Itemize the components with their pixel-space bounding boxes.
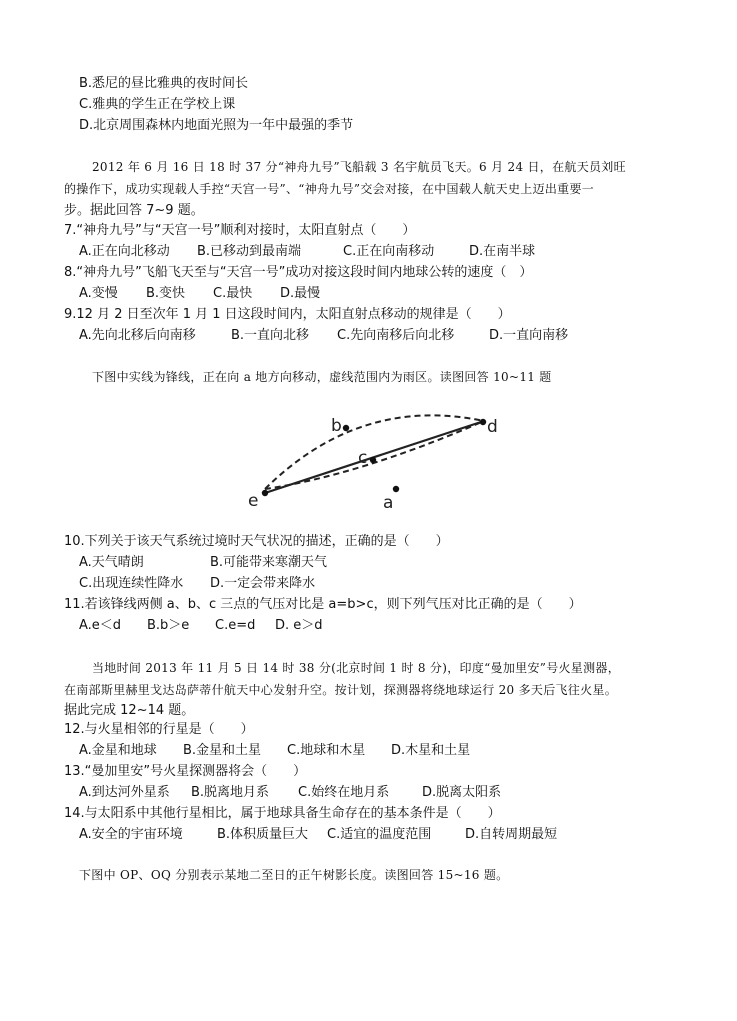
q8-option-c: C.最快 — [213, 286, 253, 301]
point-b-dot — [343, 425, 349, 431]
q8-option-a: A.变慢 — [79, 286, 118, 301]
front-line — [265, 421, 484, 493]
option-top-b: B.悉尼的昼比雅典的夜时间长 — [79, 76, 249, 91]
q7-option-d: D.在南半球 — [469, 244, 536, 259]
question-13-options — [79, 784, 501, 802]
q7-option-a: A.正在向北移动 — [79, 244, 170, 259]
question-10-stem: 10.下列关于该天气系统过境时天气状况的描述，正确的是（ ） — [64, 534, 449, 549]
question-9-options — [79, 327, 568, 345]
question-10-options-row-2 — [79, 575, 315, 593]
question-8-options — [79, 285, 320, 303]
q8-option-d: D.最慢 — [280, 286, 321, 301]
passage-4: 下图中 OP、OQ 分别表示某地二至日的正午树影长度。读图回答 15~16 题。 — [79, 868, 509, 882]
q9-option-d: D.一直向南移 — [489, 328, 569, 343]
point-a-dot — [393, 486, 399, 492]
q11-option-d: D. e＞d — [275, 618, 323, 633]
question-9-stem: 9.12 月 2 日至次年 1 月 1 日这段时间内，太阳直射点移动的规律是（ ） — [64, 307, 511, 322]
q9-option-b: B.一直向北移 — [231, 328, 310, 343]
q10-option-b: B.可能带来寒潮天气 — [210, 555, 328, 570]
q8-option-b: B.变快 — [146, 286, 186, 301]
q12-option-c: C.地球和木星 — [287, 743, 366, 758]
q7-option-b: B.已移动到最南端 — [197, 244, 302, 259]
rain-area-upper-boundary — [265, 415, 484, 489]
passage-1-line-2: 的操作下，成功实现载人手控“天宫一号”、“神舟九号”交会对接，在中国载人航天史上迈出重要一 — [64, 182, 595, 196]
q13-option-a: A.到达河外星系 — [79, 785, 170, 800]
q12-option-b: B.金星和土星 — [183, 743, 262, 758]
question-13-stem: 13.“曼加里安”号火星探测器将会（ ） — [64, 764, 307, 779]
q10-option-c: C.出现连续性降水 — [79, 576, 184, 591]
q13-option-c: C.始终在地月系 — [298, 785, 390, 800]
question-7-options — [79, 243, 535, 261]
q11-option-b: B.b＞e — [147, 618, 190, 633]
point-d-dot — [480, 419, 486, 425]
q13-option-d: D.脱离太阳系 — [422, 785, 502, 800]
q14-option-d: D.自转周期最短 — [465, 827, 558, 842]
point-e-dot — [262, 490, 268, 496]
passage-1-line-3: 步。据此回答 7~9 题。 — [64, 203, 204, 218]
question-14-stem: 14.与太阳系中其他行星相比，属于地球具备生命存在的基本条件是（ ） — [64, 806, 501, 821]
passage-3-line-2: 在南部斯里赫里戈达岛萨蒂什航天中心发射升空。按计划，探测器将绕地球运行 20 多天后飞往火星。 — [64, 683, 618, 697]
q14-option-b: B.体积质量巨大 — [217, 827, 309, 842]
q7-option-c: C.正在向南移动 — [343, 244, 435, 259]
q14-option-a: A.安全的宇宙环境 — [79, 827, 183, 842]
question-14-options — [79, 826, 557, 844]
q12-option-d: D.木星和土星 — [391, 743, 471, 758]
q10-option-d: D.一定会带来降水 — [210, 576, 316, 591]
question-8-stem: 8.“神舟九号”飞船飞天至与“天宫一号”成功对接这段时间内地球公转的速度（ ） — [64, 265, 533, 280]
question-10-options-row-1 — [79, 554, 327, 572]
option-top-d: D.北京周围森林内地面光照为一年中最强的季节 — [79, 118, 354, 133]
question-12-stem: 12.与火星相邻的行星是（ ） — [64, 722, 254, 737]
q13-option-b: B.脱离地月系 — [191, 785, 270, 800]
q10-option-a: A.天气晴朗 — [79, 555, 144, 570]
label-c: c — [358, 448, 368, 468]
question-11-stem: 11.若该锋线两侧 a、b、c 三点的气压对比是 a=b>c，则下列气压对比正确的是（ ） — [64, 597, 582, 612]
front-diagram — [240, 405, 520, 515]
passage-2: 下图中实线为锋线，正在向 a 地方向移动，虚线范围内为雨区。读图回答 10~11 题 — [92, 370, 552, 384]
option-top-c: C.雅典的学生正在学校上课 — [79, 97, 236, 112]
question-7-stem: 7.“神舟九号”与“天宫一号”顺利对接时，太阳直射点（ ） — [64, 223, 416, 238]
q11-option-a: A.e＜d — [79, 618, 122, 633]
point-c-dot — [370, 457, 376, 463]
passage-3-line-3: 据此完成 12~14 题。 — [64, 703, 195, 718]
q9-option-a: A.先向北移后向南移 — [79, 328, 196, 343]
q11-option-c: C.e=d — [215, 618, 256, 633]
label-a: a — [383, 493, 394, 513]
label-b: b — [331, 416, 342, 436]
question-11-options — [79, 617, 323, 635]
label-d: d — [487, 417, 498, 437]
label-e: e — [248, 491, 259, 511]
q14-option-c: C.适宜的温度范围 — [327, 827, 432, 842]
q12-option-a: A.金星和地球 — [79, 743, 157, 758]
passage-1-line-1: 2012 年 6 月 16 日 18 时 37 分“神舟九号”飞船载 3 名宇航员飞天。6 月 24 日，在航天员刘旺 — [92, 160, 626, 174]
q9-option-c: C.先向南移后向北移 — [337, 328, 455, 343]
passage-3-line-1: 当地时间 2013 年 11 月 5 日 14 时 38 分(北京时间 1 时 8 分)，印度“曼加里安”号火星测器， — [92, 661, 620, 675]
question-12-options — [79, 742, 470, 760]
